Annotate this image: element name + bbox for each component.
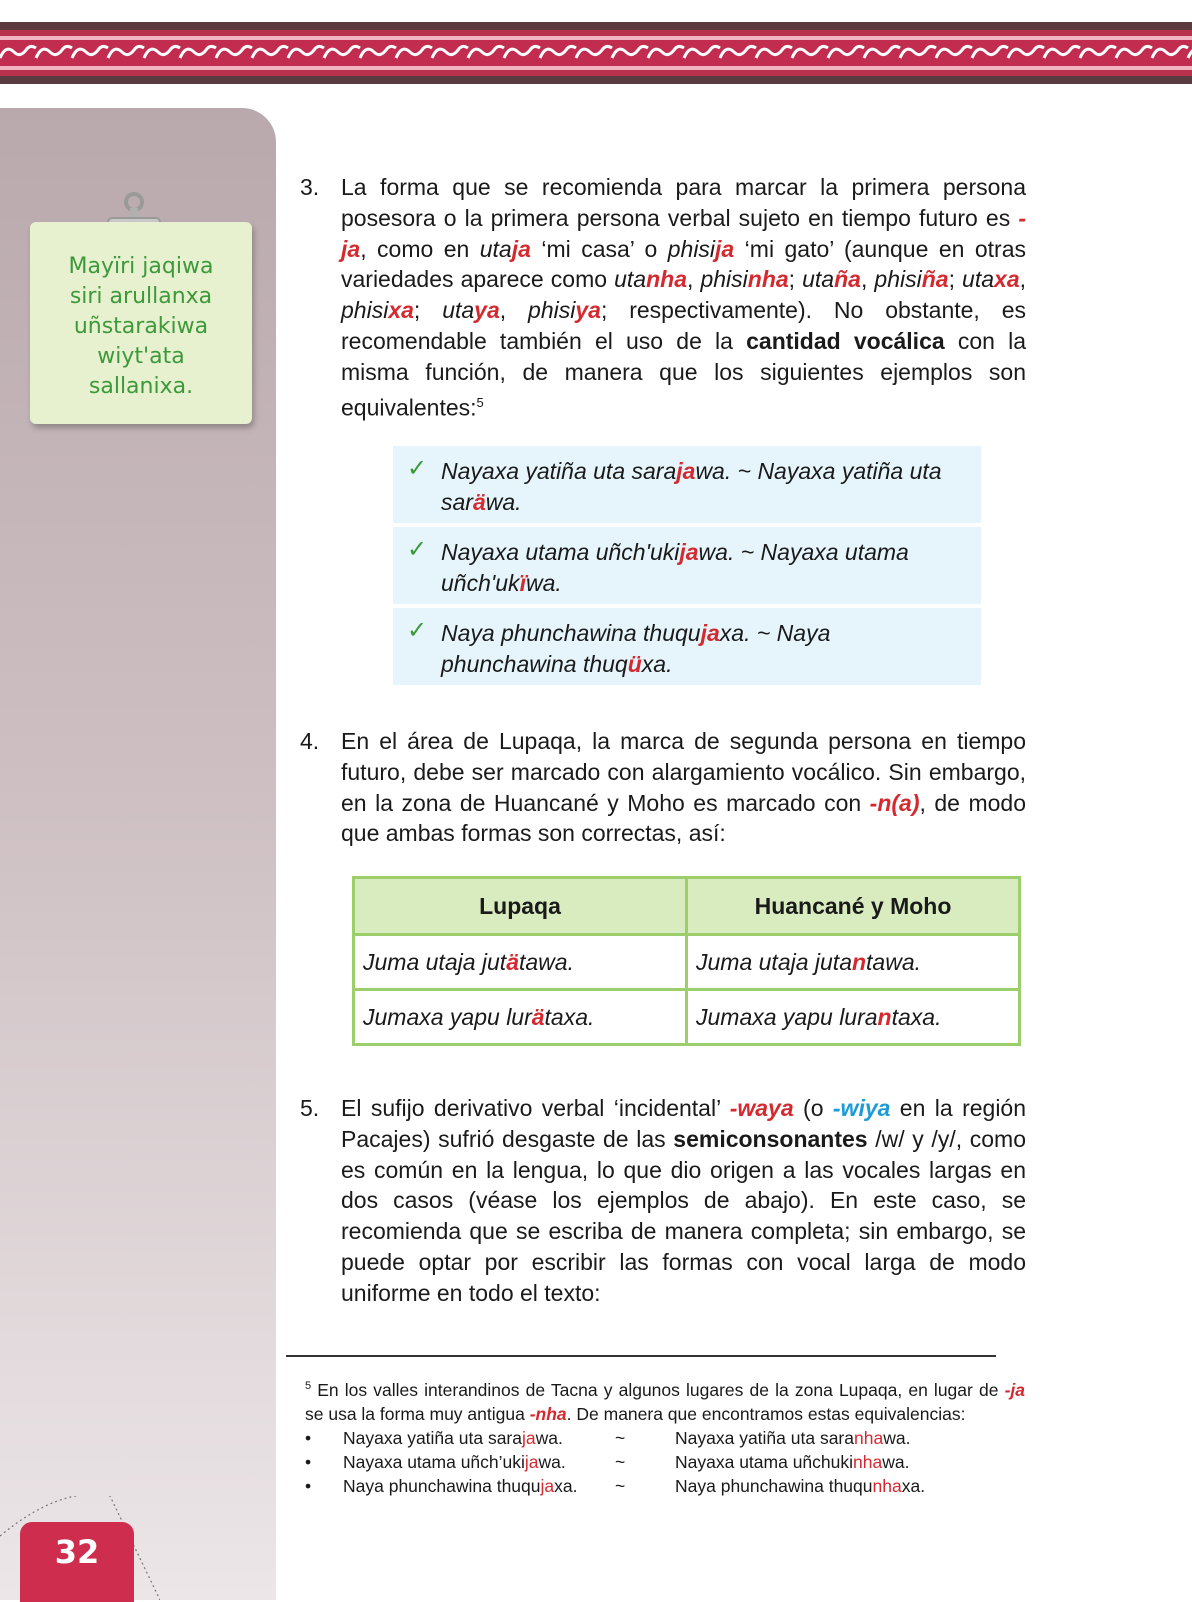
table-cell: Juma utaja jutätawa. — [354, 935, 687, 990]
table-row — [354, 990, 1020, 1045]
example-row: ✓ Nayaxa utama uñch'ukijawa. ~ Nayaxa utama uñch'ukïwa. — [393, 527, 981, 604]
table-row — [354, 935, 1020, 990]
footnote — [305, 1374, 1025, 1498]
examples-box — [393, 446, 981, 689]
table-cell: Jumaxa yapu lurätaxa. — [354, 990, 687, 1045]
table-header-row — [354, 878, 1020, 935]
footnote-list-item: • Nayaxa yatiña uta sarajawa. ~ Nayaxa yatiña uta saranhawa. — [305, 1427, 911, 1448]
example-row: ✓ Nayaxa yatiña uta sarajawa. ~ Nayaxa yatiña uta saräwa. — [393, 446, 981, 523]
item-text: En el área de Lupaqa, la marca de segunda persona en tiempo futuro, debe ser marcado con alargamiento vocálico. Sin embargo, en la zona de Huancané y Moho es marcado con -n(a), de modo que ambas formas son correctas, así: — [341, 728, 1026, 847]
footnote-list-item: • Naya phunchawina thuqujaxa. ~ Naya phunchawina thuqunhaxa. — [305, 1475, 926, 1496]
item-number: 5. — [300, 1095, 320, 1121]
list-item-3 — [300, 172, 1026, 423]
footnote-list-item: • Nayaxa utama uñch’ukijawa. ~ Nayaxa utama uñchukinhawa. — [305, 1451, 910, 1472]
wave-pattern-icon — [0, 40, 1192, 66]
decorative-band — [0, 22, 1192, 84]
footnote-divider — [286, 1355, 996, 1357]
list-item-5 — [300, 1093, 1026, 1309]
item-number: 4. — [300, 728, 320, 754]
table-header: Lupaqa — [354, 878, 687, 935]
item-number: 3. — [300, 174, 320, 200]
table-cell: Jumaxa yapu lurantaxa. — [687, 990, 1020, 1045]
checkmark-icon: ✓ — [407, 536, 428, 563]
item-text: La forma que se recomienda para marcar la primera persona posesora o la primera persona verbal sujeto en tiempo futuro es -ja, como en utaja ‘mi casa’ o phisija ‘mi gato’ (aunque en otras variedades aparece como utanha, phisinha; utaña, phisiña; utaxa, phisixa; utaya, phisiya; respectivamente). No obstante, es recomendable también el uso de la cantidad vocálica con la misma función, de manera que los siguientes ejemplos son equivalentes:$^5$ — [341, 174, 1027, 421]
comparison-table — [352, 876, 1021, 1046]
table-cell: Juma utaja jutantawa. — [687, 935, 1020, 990]
sticky-note-text: Mayïri jaqiwa siri arullanxa uñstarakiwa wiyt'ata sallanixa. — [68, 254, 214, 399]
table-header: Huancané y Moho — [687, 878, 1020, 935]
example-row: ✓ Naya phunchawina thuqujaxa. ~ Naya phunchawina thuqüxa. — [393, 608, 981, 685]
page-number: 32 — [20, 1522, 134, 1602]
item-text: El sufijo derivativo verbal ‘incidental’ -waya (o -wiya en la región Pacajes) sufrió desgaste de las semiconsonantes /w/ y /y/, como es común en la lengua, lo que dio origen a las vocales largas en dos casos (véase los ejemplos de abajo). En este caso, se recomienda que se escriba de manera completa; sin embargo, se puede optar por escribir las formas con vocal larga de modo uniforme en todo el texto: — [341, 1095, 1027, 1306]
list-item-4 — [300, 726, 1026, 849]
checkmark-icon: ✓ — [407, 455, 428, 482]
checkmark-icon: ✓ — [407, 617, 428, 644]
footnote-text: $^5$ En los valles interandinos de Tacna y algunos lugares de la zona Lupaqa, en lugar de -ja se usa la forma muy antigua -nha. De manera que encontramos estas equivalencias: — [305, 1379, 1025, 1424]
sticky-note — [30, 222, 252, 424]
